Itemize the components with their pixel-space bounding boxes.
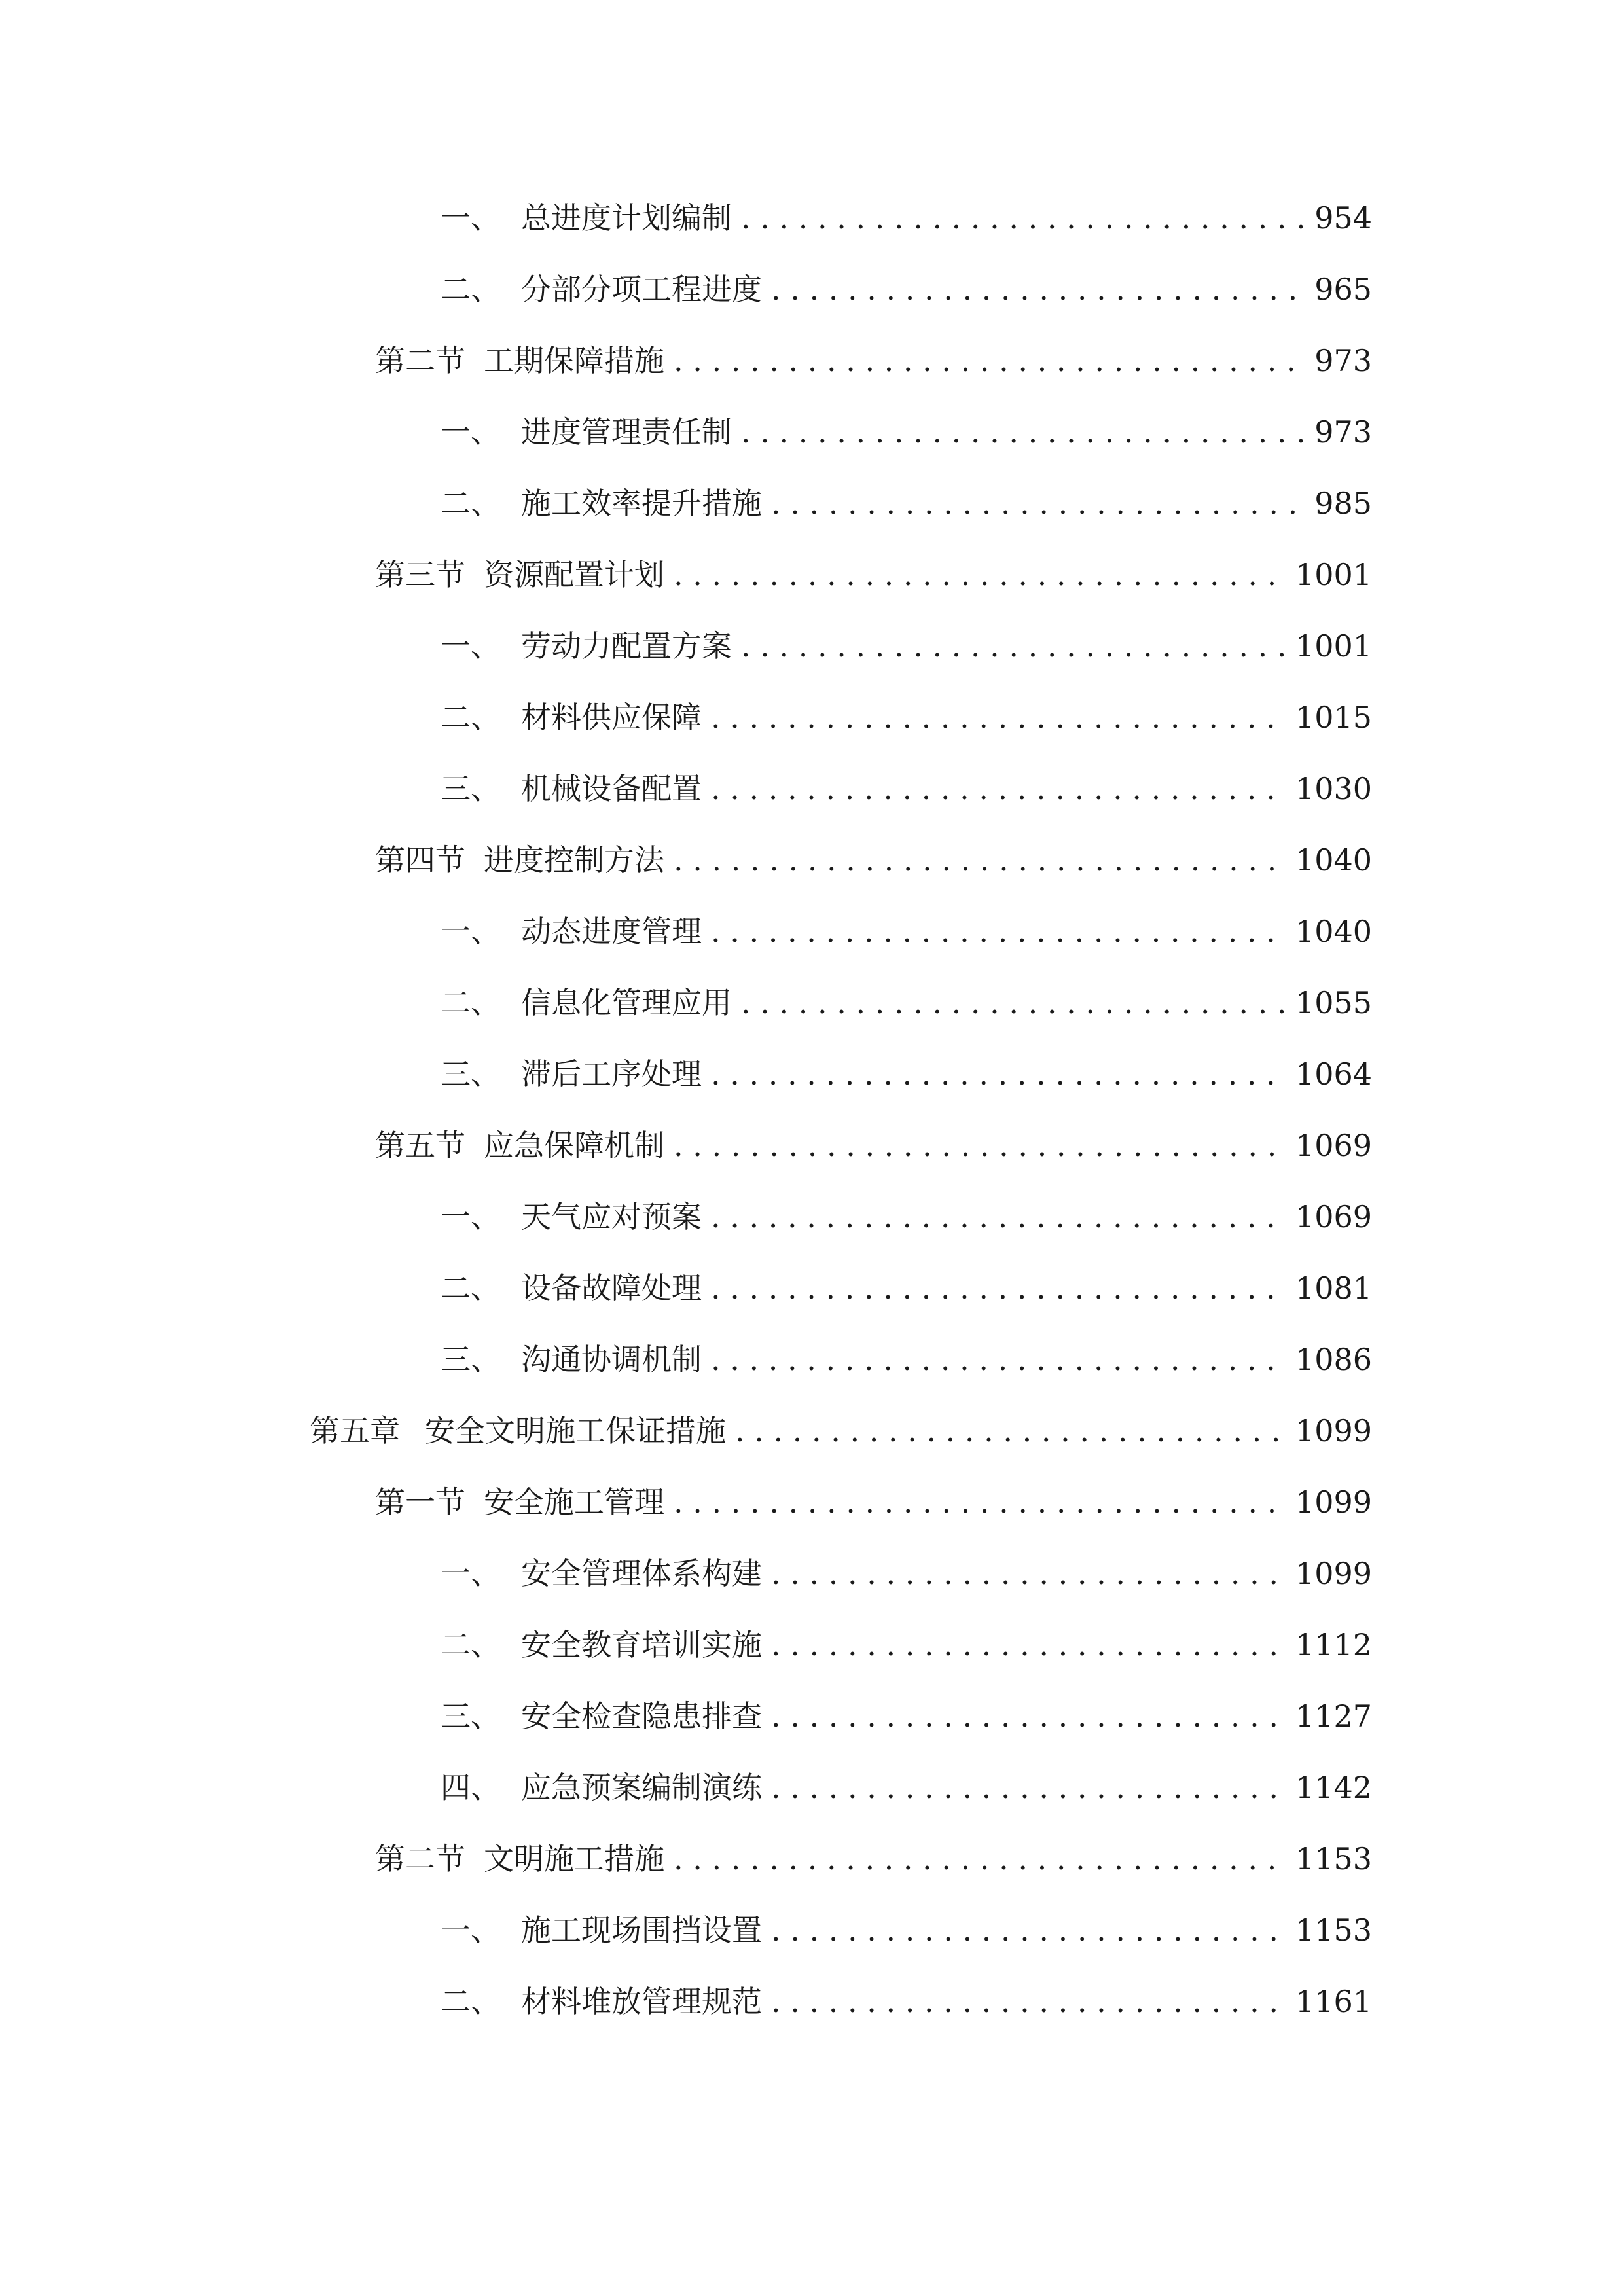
toc-entry-title: 安全管理体系构建: [521, 1556, 762, 1591]
toc-entry[interactable]: [375, 1476, 1372, 1528]
toc-entry-title: 总进度计划编制: [521, 200, 732, 236]
dot-leader: [741, 620, 1288, 672]
toc-entry[interactable]: [441, 1547, 1372, 1600]
toc-entry[interactable]: [375, 834, 1372, 886]
toc-entry-page: 1040: [1295, 914, 1372, 949]
toc-entry-page: 1001: [1295, 557, 1372, 592]
toc-entry-page: 1040: [1295, 842, 1372, 878]
toc-entry-page: 1153: [1295, 1841, 1372, 1876]
dot-leader: [674, 548, 1288, 601]
toc-entry-number: 三、: [441, 1698, 501, 1734]
dot-leader: [771, 1690, 1288, 1742]
toc-entry-title: 材料供应保障: [521, 700, 702, 735]
toc-entry-page: 1015: [1295, 700, 1372, 735]
toc-entry-page: 1001: [1295, 628, 1372, 664]
dot-leader: [711, 905, 1288, 958]
dot-leader: [771, 1619, 1288, 1671]
toc-entry-number: 一、: [441, 414, 501, 450]
toc-entry-title: 应急预案编制演练: [521, 1770, 762, 1805]
toc-entry[interactable]: [441, 1975, 1372, 2028]
toc-entry-title: 施工现场围挡设置: [521, 1912, 762, 1948]
toc-entry[interactable]: [375, 334, 1372, 387]
toc-entry-number: 三、: [441, 771, 501, 806]
dot-leader: [741, 977, 1288, 1029]
toc-entry[interactable]: [375, 548, 1372, 601]
toc-entry-number: 二、: [441, 1270, 501, 1306]
toc-entry-title: 安全施工管理: [484, 1484, 664, 1520]
toc-entry-title: 分部分项工程进度: [521, 272, 762, 307]
toc-entry-number: 第二节: [375, 343, 465, 378]
toc-entry[interactable]: [441, 263, 1372, 315]
dot-leader: [741, 406, 1307, 458]
toc-entry-number: 二、: [441, 1627, 501, 1662]
toc-entry-page: 973: [1314, 343, 1372, 378]
toc-entry-page: 1069: [1295, 1199, 1372, 1234]
toc-entry-title: 机械设备配置: [521, 771, 702, 806]
toc-entry-page: 1127: [1295, 1698, 1372, 1734]
toc-entry[interactable]: [441, 477, 1372, 529]
toc-entry-page: 1112: [1295, 1627, 1372, 1662]
dot-leader: [771, 477, 1307, 529]
toc-entry-page: 985: [1314, 486, 1372, 521]
toc-entry[interactable]: [441, 1690, 1372, 1742]
toc-entry-number: 一、: [441, 628, 501, 664]
toc-entry-number: 一、: [441, 1912, 501, 1948]
toc-entry[interactable]: [310, 1405, 1372, 1457]
dot-leader: [771, 263, 1307, 315]
toc-entry-title: 安全检查隐患排查: [521, 1698, 762, 1734]
toc-entry[interactable]: [441, 1761, 1372, 1814]
toc-entry-page: 1153: [1295, 1912, 1372, 1948]
toc-entry-number: 二、: [441, 1984, 501, 2019]
dot-leader: [771, 1975, 1288, 2028]
toc-entry-page: 973: [1314, 414, 1372, 450]
toc-entry[interactable]: [441, 1191, 1372, 1243]
toc-entry-title: 安全教育培训实施: [521, 1627, 762, 1662]
dot-leader: [711, 1191, 1288, 1243]
dot-leader: [674, 334, 1307, 387]
toc-entry[interactable]: [441, 691, 1372, 744]
toc-entry-page: 1086: [1295, 1342, 1372, 1377]
toc-entry[interactable]: [441, 905, 1372, 958]
toc-entry[interactable]: [441, 192, 1372, 244]
dot-leader: [674, 1833, 1288, 1885]
toc-entry[interactable]: [441, 977, 1372, 1029]
toc-entry-page: 965: [1314, 272, 1372, 307]
toc-entry-page: 1081: [1295, 1270, 1372, 1306]
dot-leader: [711, 1262, 1288, 1314]
toc-entry-title: 安全文明施工保证措施: [425, 1413, 726, 1448]
dot-leader: [735, 1405, 1288, 1457]
dot-leader: [771, 1547, 1288, 1600]
dot-leader: [771, 1761, 1288, 1814]
toc-entry-title: 信息化管理应用: [521, 985, 732, 1020]
dot-leader: [674, 834, 1288, 886]
toc-entry-title: 文明施工措施: [484, 1841, 664, 1876]
dot-leader: [674, 1476, 1288, 1528]
toc-entry-number: 三、: [441, 1342, 501, 1377]
toc-entry-page: 1099: [1295, 1413, 1372, 1448]
toc-entry-number: 二、: [441, 985, 501, 1020]
toc-entry-page: 1099: [1295, 1484, 1372, 1520]
toc-entry-page: 1064: [1295, 1056, 1372, 1092]
toc-entry[interactable]: [441, 406, 1372, 458]
toc-entry-title: 劳动力配置方案: [521, 628, 732, 664]
toc-entry-number: 第五章: [310, 1413, 400, 1448]
toc-entry[interactable]: [441, 1262, 1372, 1314]
toc-entry-page: 1161: [1295, 1984, 1372, 2019]
toc-entry-number: 二、: [441, 486, 501, 521]
dot-leader: [711, 1048, 1288, 1100]
dot-leader: [771, 1904, 1288, 1956]
toc-entry-number: 三、: [441, 1056, 501, 1092]
toc-entry-title: 沟通协调机制: [521, 1342, 702, 1377]
toc-entry-number: 一、: [441, 914, 501, 949]
toc-entry-title: 进度控制方法: [484, 842, 664, 878]
toc-entry-title: 动态进度管理: [521, 914, 702, 949]
toc-entry-page: 1069: [1295, 1128, 1372, 1163]
toc-entry-number: 二、: [441, 272, 501, 307]
toc-entry[interactable]: [441, 1619, 1372, 1671]
toc-entry-title: 设备故障处理: [521, 1270, 702, 1306]
toc-entry[interactable]: [441, 620, 1372, 672]
toc-entry[interactable]: [441, 762, 1372, 815]
toc-entry-title: 进度管理责任制: [521, 414, 732, 450]
toc-entry-title: 滞后工序处理: [521, 1056, 702, 1092]
toc-entry[interactable]: [375, 1119, 1372, 1172]
dot-leader: [674, 1119, 1288, 1172]
toc-entry-page: 954: [1314, 200, 1372, 236]
toc-entry-number: 第三节: [375, 557, 465, 592]
toc-entry-number: 第一节: [375, 1484, 465, 1520]
toc-entry-page: 1055: [1295, 985, 1372, 1020]
toc-entry-number: 一、: [441, 1556, 501, 1591]
toc-entry-title: 工期保障措施: [484, 343, 664, 378]
dot-leader: [711, 691, 1288, 744]
toc-entry-title: 材料堆放管理规范: [521, 1984, 762, 2019]
toc-entry-title: 应急保障机制: [484, 1128, 664, 1163]
toc-entry[interactable]: [441, 1048, 1372, 1100]
toc-entry-number: 第二节: [375, 1841, 465, 1876]
toc-entry-title: 天气应对预案: [521, 1199, 702, 1234]
toc-entry[interactable]: [375, 1833, 1372, 1885]
toc-entry-page: 1030: [1295, 771, 1372, 806]
toc-entry-number: 二、: [441, 700, 501, 735]
dot-leader: [711, 1333, 1288, 1386]
toc-entry-number: 一、: [441, 200, 501, 236]
toc-entry-number: 第五节: [375, 1128, 465, 1163]
toc-entry-title: 施工效率提升措施: [521, 486, 762, 521]
toc-entry-page: 1099: [1295, 1556, 1372, 1591]
toc-entry-title: 资源配置计划: [484, 557, 664, 592]
dot-leader: [741, 192, 1307, 244]
toc-entry[interactable]: [441, 1333, 1372, 1386]
toc-entry-page: 1142: [1295, 1770, 1372, 1805]
toc-entry-number: 一、: [441, 1199, 501, 1234]
toc-entry-number: 四、: [441, 1770, 501, 1805]
dot-leader: [711, 762, 1288, 815]
toc-entry-number: 第四节: [375, 842, 465, 878]
toc-entry[interactable]: [441, 1904, 1372, 1956]
